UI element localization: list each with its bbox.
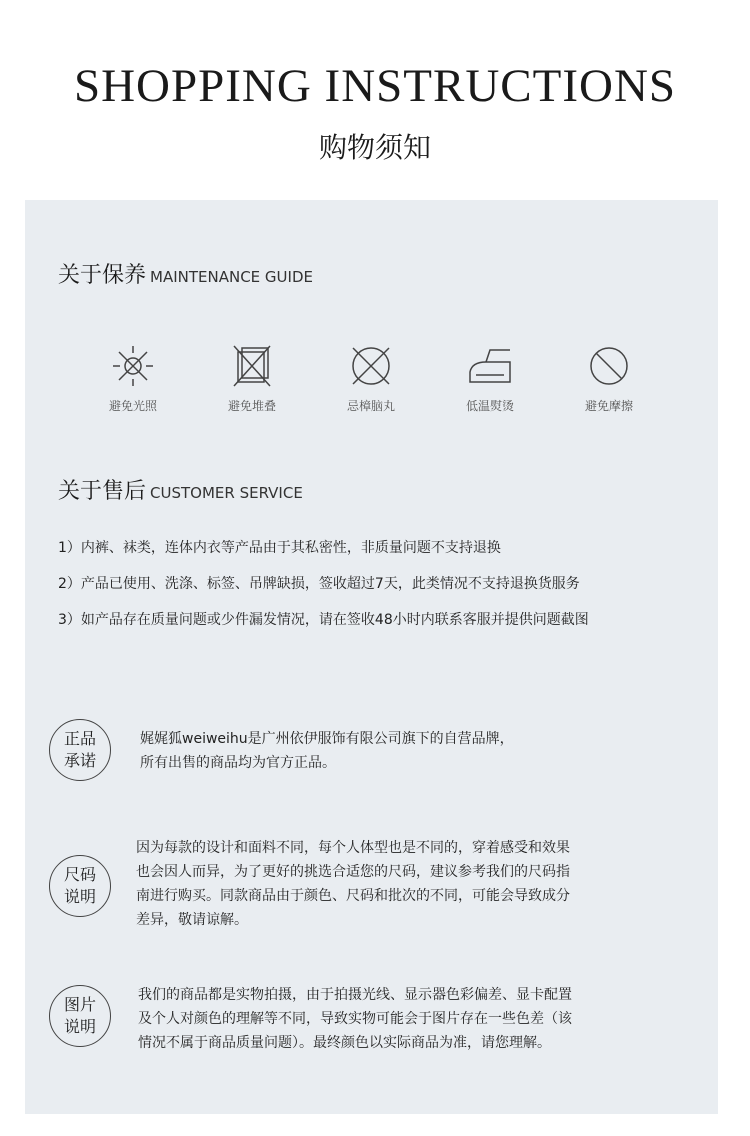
image-note-text: [138, 983, 572, 1055]
no-camphor-icon: [347, 342, 395, 390]
note-line: 娓娓狐weiweihu是广州依伊服饰有限公司旗下的自营品牌，: [140, 731, 514, 747]
care-item-low-iron: [440, 342, 540, 414]
care-label: 低温熨烫: [465, 399, 514, 413]
note-line: 所有出售的商品均为官方正品。: [140, 755, 336, 771]
service-title-zh: 关于售后: [58, 479, 147, 504]
care-label: 避免光照: [108, 399, 157, 413]
note-line: 差异，敬请谅解。: [136, 912, 248, 928]
badge-line: 正品: [63, 729, 96, 748]
care-item-no-sunlight: [83, 342, 183, 414]
badge-line: 说明: [63, 887, 96, 906]
care-item-no-stacking: [202, 342, 302, 414]
authenticity-badge: [49, 719, 111, 781]
image-note-badge: [49, 985, 111, 1047]
badge-line: 说明: [63, 1017, 96, 1036]
maintenance-heading: [58, 259, 313, 294]
page-title: SHOPPING INSTRUCTIONS: [73, 60, 677, 112]
maintenance-title-zh: 关于保养: [58, 263, 147, 288]
care-label: 避免摩擦: [584, 399, 633, 413]
authenticity-note: [140, 727, 514, 775]
badge-line: 尺码: [63, 865, 96, 884]
service-heading: [58, 475, 303, 510]
note-line: 也会因人而异，为了更好的挑选合适您的尺码，建议参考我们的尺码指: [136, 864, 570, 880]
maintenance-title-en: MAINTENANCE GUIDE: [150, 268, 313, 286]
care-item-no-camphor: [321, 342, 421, 414]
care-label: 避免堆叠: [227, 399, 276, 413]
size-guide-note: [136, 836, 570, 932]
service-title-en: CUSTOMER SERVICE: [150, 484, 303, 502]
care-item-no-friction: [559, 342, 659, 414]
note-line: 及个人对颜色的理解等不同，导致实物可能会于图片存在一些色差（该: [138, 1011, 572, 1027]
service-rule-1: 1）内裤、袜类，连体内衣等产品由于其私密性，非质量问题不支持退换: [58, 540, 501, 556]
low-iron-icon: [462, 342, 518, 390]
note-line: 因为每款的设计和面料不同，每个人体型也是不同的，穿着感受和效果: [136, 840, 570, 856]
no-friction-icon: [585, 342, 633, 390]
no-sunlight-icon: [109, 342, 157, 390]
note-line: 南进行购买。同款商品由于颜色、尺码和批次的不同，可能会导致成分: [136, 888, 570, 904]
badge-line: 承诺: [63, 751, 96, 770]
note-line: 我们的商品都是实物拍摄，由于拍摄光线、显示器色彩偏差、显卡配置: [138, 987, 572, 1003]
note-line: 情况不属于商品质量问题）。最终颜色以实际商品为准，请您理解。: [138, 1035, 551, 1051]
no-stacking-icon: [228, 342, 276, 390]
service-rule-2: 2）产品已使用、洗涤、标签、吊牌缺损，签收超过7天，此类情况不支持退换货服务: [58, 576, 580, 592]
care-label: 忌樟脑丸: [346, 399, 395, 413]
instructions-panel: [25, 200, 718, 1114]
service-rule-3: 3）如产品存在质量问题或少件漏发情况，请在签收48小时内联系客服并提供问题截图: [58, 612, 589, 628]
size-guide-badge: [49, 855, 111, 917]
page-subtitle: 购物须知: [318, 131, 431, 164]
badge-line: 图片: [63, 995, 96, 1014]
